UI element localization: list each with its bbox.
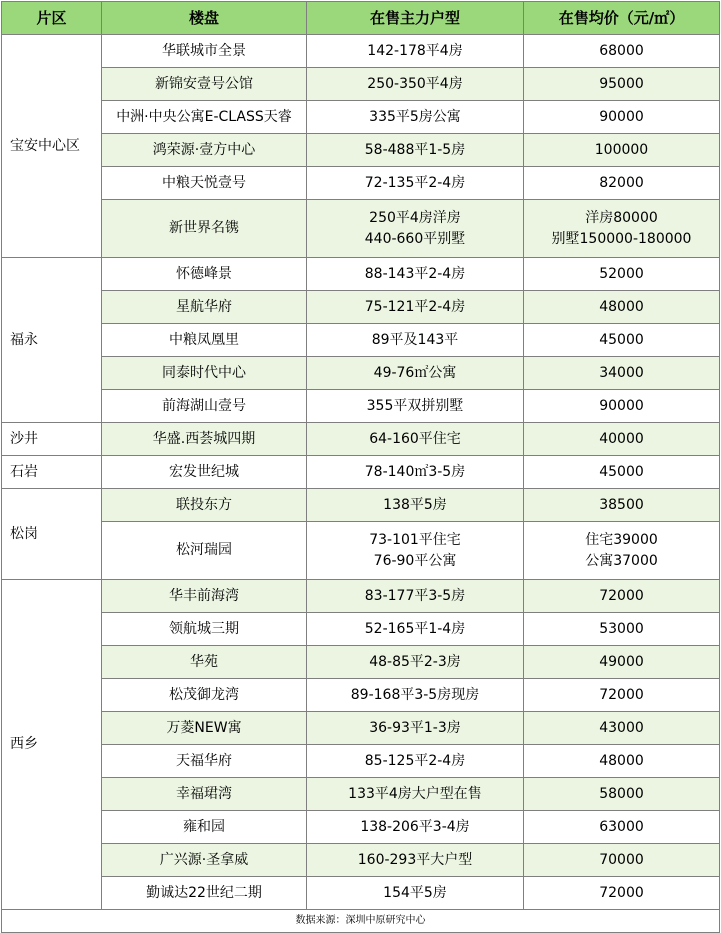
price-cell: [524, 390, 720, 423]
unit-type-cell: [307, 357, 524, 390]
table-row: [2, 357, 720, 390]
unit-type-line: 52-165平1-4房: [364, 620, 466, 637]
property-name-cell: 前海湖山壹号: [102, 390, 307, 423]
property-name-cell: 鸿荣源·壹方中心: [102, 134, 307, 167]
table-row: [2, 456, 720, 489]
property-name-cell: 勤诚达22世纪二期: [102, 877, 307, 910]
price-cell: [524, 712, 720, 745]
table-row: [2, 580, 720, 613]
property-name-cell: 幸福珺湾: [102, 778, 307, 811]
property-name-cell: 广兴源·圣拿威: [102, 844, 307, 877]
table-row: [2, 811, 720, 844]
price-line: 40000: [599, 430, 644, 447]
price-cell: [524, 489, 720, 522]
price-cell: [524, 778, 720, 811]
price-cell: [524, 646, 720, 679]
price-line: 48000: [599, 298, 644, 315]
unit-type-line: 88-143平2-4房: [364, 265, 466, 282]
table-row: [2, 745, 720, 778]
unit-type-cell: [307, 712, 524, 745]
price-line: 洋房80000: [585, 209, 658, 226]
property-name-cell: 新锦安壹号公馆: [102, 68, 307, 101]
price-line: 45000: [599, 331, 644, 348]
table-row: [2, 877, 720, 910]
unit-type-cell: [307, 489, 524, 522]
unit-type-line: 83-177平3-5房: [364, 587, 466, 604]
unit-type-line: 89-168平3-5房现房: [350, 686, 480, 703]
header-row: [2, 2, 720, 35]
unit-type-line: 76-90平公寓: [373, 552, 457, 569]
price-cell: [524, 258, 720, 291]
unit-type-line: 160-293平大户型: [357, 851, 473, 868]
unit-type-cell: [307, 745, 524, 778]
property-name-cell: 华盛.西荟城四期: [102, 423, 307, 456]
data-source: 数据来源：深圳中原研究中心: [2, 910, 720, 933]
unit-type-cell: [307, 580, 524, 613]
price-cell: [524, 423, 720, 456]
unit-type-cell: [307, 646, 524, 679]
table-row: [2, 646, 720, 679]
header-type: 在售主力户型: [307, 2, 524, 35]
price-line: 52000: [599, 265, 644, 282]
property-name-cell: 松茂御龙湾: [102, 679, 307, 712]
property-name-cell: 天福华府: [102, 745, 307, 778]
table-row: [2, 844, 720, 877]
unit-type-cell: [307, 200, 524, 258]
property-table: [1, 1, 720, 933]
price-cell: [524, 291, 720, 324]
unit-type-cell: [307, 134, 524, 167]
unit-type-cell: [307, 679, 524, 712]
property-name-cell: 同泰时代中心: [102, 357, 307, 390]
price-line: 68000: [599, 42, 644, 59]
unit-type-cell: [307, 423, 524, 456]
unit-type-cell: [307, 456, 524, 489]
unit-type-cell: [307, 324, 524, 357]
table-row: [2, 712, 720, 745]
unit-type-cell: [307, 167, 524, 200]
unit-type-line: 49-76㎡公寓: [373, 364, 457, 381]
table-row: [2, 778, 720, 811]
unit-type-cell: [307, 390, 524, 423]
unit-type-line: 89平及143平: [371, 331, 459, 348]
price-line: 45000: [599, 463, 644, 480]
property-name-cell: 华苑: [102, 646, 307, 679]
unit-type-line: 78-140㎡3-5房: [364, 463, 466, 480]
price-line: 住宅39000: [585, 531, 658, 548]
price-cell: [524, 68, 720, 101]
unit-type-line: 250-350平4房: [367, 75, 463, 92]
table-row: [2, 613, 720, 646]
price-cell: [524, 357, 720, 390]
price-cell: [524, 679, 720, 712]
price-line: 100000: [594, 141, 649, 158]
table-row: [2, 134, 720, 167]
unit-type-cell: [307, 613, 524, 646]
price-line: 34000: [599, 364, 644, 381]
price-line: 72000: [599, 884, 644, 901]
unit-type-cell: [307, 258, 524, 291]
property-name-cell: 华联城市全景: [102, 35, 307, 68]
header-area: 片区: [2, 2, 102, 35]
property-name-cell: 领航城三期: [102, 613, 307, 646]
table-row: [2, 522, 720, 580]
unit-type-line: 335平5房公寓: [369, 108, 461, 125]
property-name-cell: 华丰前海湾: [102, 580, 307, 613]
property-name-cell: 宏发世纪城: [102, 456, 307, 489]
price-cell: [524, 580, 720, 613]
unit-type-line: 154平5房: [383, 884, 447, 901]
table-row: [2, 101, 720, 134]
price-cell: [524, 877, 720, 910]
property-name-cell: 中洲·中央公寓E-CLASS天睿: [102, 101, 307, 134]
unit-type-line: 138平5房: [383, 496, 447, 513]
price-line: 48000: [599, 752, 644, 769]
table-row: [2, 390, 720, 423]
unit-type-cell: [307, 101, 524, 134]
price-cell: [524, 134, 720, 167]
table-row: [2, 423, 720, 456]
price-cell: [524, 167, 720, 200]
table-row: [2, 68, 720, 101]
unit-type-line: 250平4房洋房: [369, 209, 461, 226]
property-name-cell: 雍和园: [102, 811, 307, 844]
price-line: 公寓37000: [585, 552, 658, 569]
price-line: 90000: [599, 397, 644, 414]
property-name-cell: 中粮凤凰里: [102, 324, 307, 357]
price-cell: [524, 35, 720, 68]
unit-type-line: 64-160平住宅: [369, 430, 461, 447]
area-cell: 宝安中心区: [2, 35, 102, 258]
unit-type-line: 75-121平2-4房: [364, 298, 466, 315]
price-line: 53000: [599, 620, 644, 637]
table-row: [2, 324, 720, 357]
unit-type-line: 36-93平1-3房: [369, 719, 461, 736]
price-line: 49000: [599, 653, 644, 670]
price-line: 72000: [599, 587, 644, 604]
property-name-cell: 万菱NEW寓: [102, 712, 307, 745]
property-name-cell: 新世界名镌: [102, 200, 307, 258]
price-cell: [524, 844, 720, 877]
price-cell: [524, 745, 720, 778]
unit-type-line: 58-488平1-5房: [364, 141, 466, 158]
area-cell: 石岩: [2, 456, 102, 489]
unit-type-line: 48-85平2-3房: [369, 653, 461, 670]
area-cell: 西乡: [2, 580, 102, 910]
area-cell: 松岗: [2, 489, 102, 580]
price-line: 63000: [599, 818, 644, 835]
unit-type-cell: [307, 844, 524, 877]
source-row: [2, 910, 720, 933]
table-row: [2, 200, 720, 258]
unit-type-line: 73-101平住宅: [369, 531, 461, 548]
unit-type-cell: [307, 811, 524, 844]
price-cell: [524, 811, 720, 844]
price-cell: [524, 613, 720, 646]
price-line: 90000: [599, 108, 644, 125]
unit-type-cell: [307, 877, 524, 910]
property-name-cell: 联投东方: [102, 489, 307, 522]
unit-type-cell: [307, 291, 524, 324]
header-price: 在售均价（元/㎡）: [524, 2, 720, 35]
table-row: [2, 258, 720, 291]
price-cell: [524, 522, 720, 580]
area-cell: 福永: [2, 258, 102, 423]
table-row: [2, 679, 720, 712]
unit-type-cell: [307, 35, 524, 68]
table-row: [2, 291, 720, 324]
price-cell: [524, 456, 720, 489]
unit-type-line: 72-135平2-4房: [364, 174, 466, 191]
price-cell: [524, 101, 720, 134]
price-line: 58000: [599, 785, 644, 802]
area-cell: 沙井: [2, 423, 102, 456]
header-name: 楼盘: [102, 2, 307, 35]
property-name-cell: 怀德峰景: [102, 258, 307, 291]
price-cell: [524, 200, 720, 258]
unit-type-cell: [307, 522, 524, 580]
unit-type-line: 133平4房大户型在售: [348, 785, 482, 802]
table-body: [2, 35, 720, 910]
price-line: 43000: [599, 719, 644, 736]
price-line: 别墅150000-180000: [551, 230, 692, 247]
unit-type-line: 355平双拼别墅: [366, 397, 464, 414]
price-line: 82000: [599, 174, 644, 191]
unit-type-line: 142-178平4房: [367, 42, 463, 59]
property-name-cell: 中粮天悦壹号: [102, 167, 307, 200]
price-line: 95000: [599, 75, 644, 92]
unit-type-line: 85-125平2-4房: [364, 752, 466, 769]
unit-type-cell: [307, 778, 524, 811]
unit-type-line: 440-660平别墅: [364, 230, 466, 247]
property-name-cell: 星航华府: [102, 291, 307, 324]
table-row: [2, 167, 720, 200]
price-cell: [524, 324, 720, 357]
table-row: [2, 35, 720, 68]
unit-type-cell: [307, 68, 524, 101]
price-line: 72000: [599, 686, 644, 703]
unit-type-line: 138-206平3-4房: [360, 818, 470, 835]
price-line: 70000: [599, 851, 644, 868]
price-line: 38500: [599, 496, 644, 513]
table-row: [2, 489, 720, 522]
property-name-cell: 松河瑞园: [102, 522, 307, 580]
